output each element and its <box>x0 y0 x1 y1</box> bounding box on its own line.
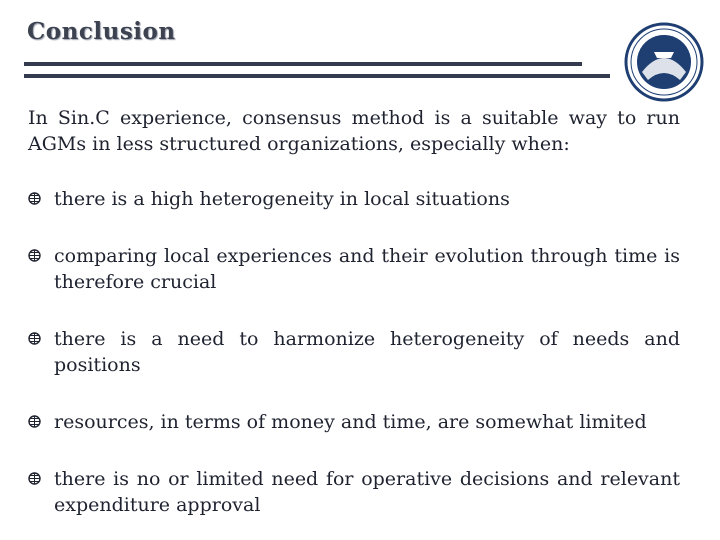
title-underline-top <box>24 62 582 66</box>
logo-center-text: SiC <box>655 44 673 54</box>
globe-bullet-icon <box>28 249 41 262</box>
organization-seal-logo <box>624 22 704 102</box>
bullet-item <box>28 243 680 295</box>
globe-bullet-icon <box>28 192 41 205</box>
bullet-text: resources, in terms of money and time, are somewhat limited <box>54 411 647 433</box>
bullet-item <box>28 326 680 378</box>
globe-bullet-icon <box>28 415 41 428</box>
bullet-list <box>28 186 680 518</box>
bullet-item <box>28 186 680 212</box>
bullet-text: there is a high heterogeneity in local situations <box>54 188 510 210</box>
bullet-item <box>28 409 680 435</box>
globe-bullet-icon <box>28 332 41 345</box>
slide-title: Conclusion <box>27 18 176 45</box>
bullet-text: there is no or limited need for operative decisions and relevant expenditure approval <box>54 468 680 516</box>
bullet-text: comparing local experiences and their evolution through time is therefore crucial <box>54 245 680 293</box>
intro-paragraph: In Sin.C experience, consensus method is a suitable way to run AGMs in less structured organizations, especially when: <box>28 107 680 155</box>
bullet-text: there is a need to harmonize heterogeneity of needs and positions <box>54 328 680 376</box>
globe-bullet-icon <box>28 472 41 485</box>
bullet-item <box>28 466 680 518</box>
title-underline-bottom <box>24 74 610 78</box>
